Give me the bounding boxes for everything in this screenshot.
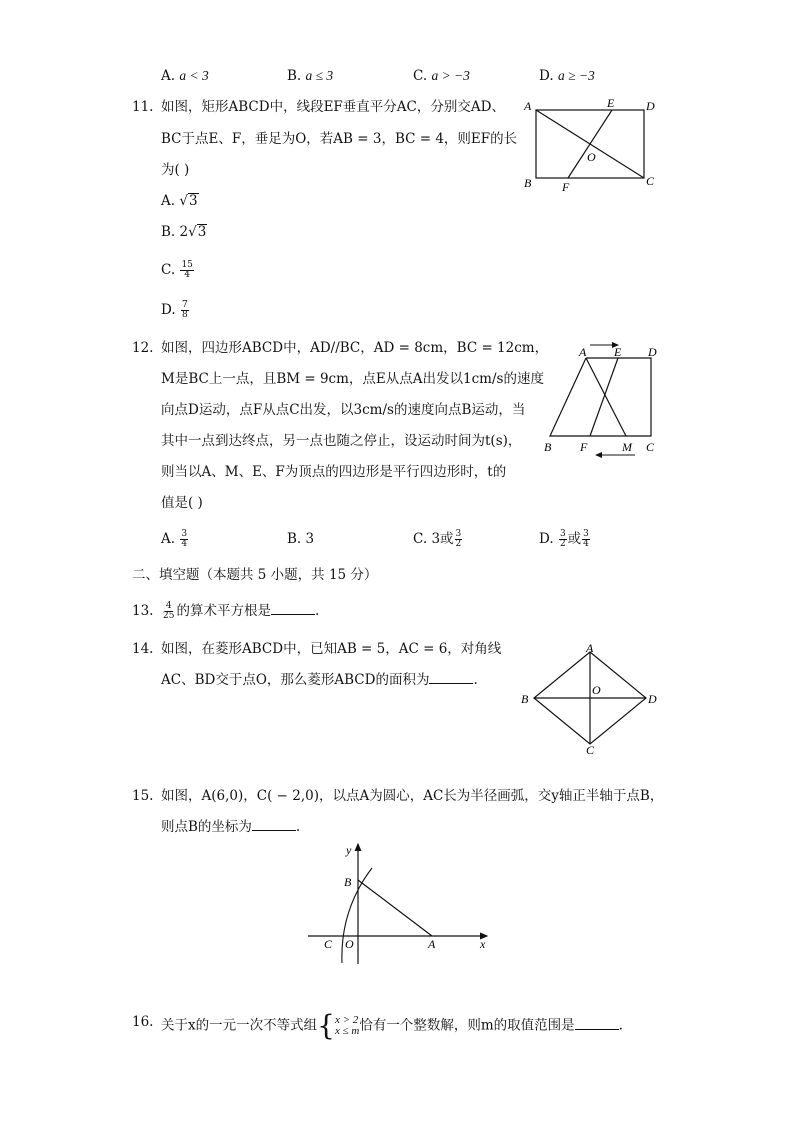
label-o: O: [592, 683, 601, 697]
q12-option-c: C. 3或 $\frac{3}{2}$: [413, 529, 462, 549]
label-f: F: [562, 180, 570, 194]
answer-blank[interactable]: [252, 818, 296, 831]
label-c: C: [324, 937, 333, 951]
q11-line3: 为( ): [161, 162, 190, 178]
label-c: C: [586, 743, 595, 757]
label-b: B: [524, 176, 532, 190]
q11-option-d: D. $\frac{7}{8}$: [161, 300, 188, 320]
q12-option-d: D. $\frac{3}{2}$ 或 $\frac{3}{4}$: [539, 529, 589, 549]
label-a: A: [579, 345, 587, 359]
answer-blank[interactable]: [271, 602, 315, 615]
label-o: O: [345, 937, 354, 951]
sqrt-symbol: √3: [179, 193, 198, 209]
label-o: O: [587, 150, 596, 164]
q14-line1: 如图，在菱形ABCD中，已知AB = 5，AC = 6，对角线: [161, 641, 502, 657]
q13-number: 13.: [132, 603, 154, 619]
q11-option-b: B. 2√3: [161, 224, 207, 240]
label-d: D: [646, 99, 655, 113]
label-a: A: [428, 937, 436, 951]
q10-option-c: C. a > −3: [413, 68, 470, 84]
q12-line6: 值是( ): [161, 495, 203, 511]
label-c: C: [646, 174, 655, 188]
label-f: F: [580, 440, 588, 454]
label-x: x: [480, 937, 486, 951]
label-b: B: [544, 440, 552, 454]
q12-line4: 其中一点到达终点，另一点也随之停止，设运动时间为t(s)，: [161, 433, 522, 449]
q14-line2: AC、BD交于点O，那么菱形ABCD的面积为 .: [161, 672, 478, 688]
section-title-fill-in: 二、填空题（本题共 5 小题，共 15 分）: [132, 567, 378, 583]
q15-line2: 则点B的坐标为 .: [161, 819, 301, 835]
q15-coordinate-figure: [302, 840, 502, 968]
label-b: B: [344, 875, 352, 889]
answer-blank[interactable]: [575, 1017, 619, 1030]
q10-option-d: D. a ≥ −3: [539, 68, 595, 84]
q13-text: $\frac{4}{25}$ 的算术平方根是 .: [163, 601, 320, 621]
q12-line2: M是BC上一点，且BM = 9cm，点E从点A出发以1cm/s的速度: [161, 371, 544, 387]
label-d: D: [648, 345, 657, 359]
label-c: C: [646, 440, 655, 454]
q12-option-b: B. 3: [287, 531, 315, 547]
answer-blank[interactable]: [429, 671, 473, 684]
q14-number: 14.: [132, 641, 154, 657]
q15-number: 15.: [132, 788, 154, 804]
label-e: E: [614, 345, 622, 359]
q12-line5: 则当以A、M、E、F为顶点的四边形是平行四边形时，t的: [161, 464, 507, 480]
q14-rhombus-figure: [516, 640, 664, 758]
q12-line3: 向点D运动，点F从点C出发，以3cm/s的速度向点B运动，当: [161, 402, 526, 418]
label-m: M: [622, 440, 632, 454]
q11-line2: BC于点E、F，垂足为O，若AB = 3，BC = 4，则EF的长: [161, 131, 518, 147]
inequality-system: { x > 2 x ≤ m: [317, 1009, 360, 1042]
q11-number: 11.: [132, 99, 154, 115]
q12-option-a: A. $\frac{3}{4}$: [161, 529, 188, 549]
q11-option-c: C. $\frac{15}{4}$: [161, 260, 193, 280]
q11-option-a: A. √3: [161, 193, 198, 209]
label-a: A: [524, 99, 532, 113]
q10-option-a: A. a < 3: [161, 68, 209, 84]
q11-rectangle-figure: [520, 96, 670, 196]
sqrt-symbol: √3: [188, 224, 207, 240]
q10-option-b: B. a ≤ 3: [287, 68, 334, 84]
label-b: B: [521, 692, 529, 706]
label-d: D: [648, 692, 657, 706]
q12-line1: 如图，四边形ABCD中，AD//BC，AD = 8cm，BC = 12cm，: [161, 340, 549, 356]
q16-number: 16.: [132, 1014, 154, 1030]
label-a: A: [586, 641, 594, 655]
label-y: y: [346, 843, 352, 857]
q16-text: 关于x的一元一次不等式组 { x > 2 x ≤ m 恰有一个整数解，则m的取值范围是 .: [161, 1009, 623, 1042]
label-e: E: [607, 96, 615, 110]
q12-number: 12.: [132, 340, 154, 356]
q12-trapezoid-figure: [538, 338, 668, 466]
q11-line1: 如图，矩形ABCD中，线段EF垂直平分AC，分别交AD、: [161, 99, 505, 115]
q15-line1: 如图，A(6,0)，C( − 2,0)，以点A为圆心，AC长为半径画弧，交y轴正半轴于点B，: [161, 788, 664, 804]
